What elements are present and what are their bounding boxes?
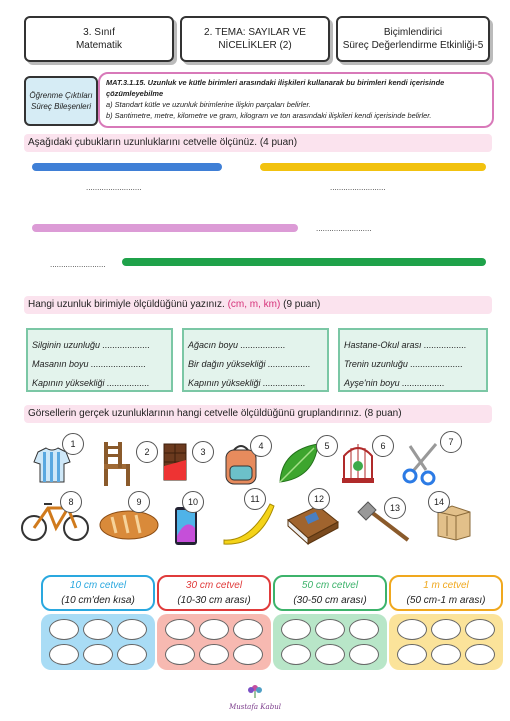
answer-slot[interactable] — [83, 619, 113, 640]
bread-icon — [98, 505, 160, 541]
item-number: 6 — [372, 435, 394, 457]
type-line1: Biçimlendirici — [383, 27, 443, 38]
category-name: 50 cm cetvel — [301, 580, 359, 591]
answer-slot[interactable] — [233, 644, 263, 665]
type-line2: Süreç Değerlendirme Etkinliği-5 — [342, 40, 484, 51]
blank-green-bar[interactable]: ......................... — [50, 260, 106, 269]
q2-units: (cm, m, km) — [227, 299, 281, 310]
grade-text: 3. Sınıf — [83, 27, 115, 38]
item-number: 8 — [60, 491, 82, 513]
answer-slot[interactable] — [49, 644, 79, 665]
item-number: 4 — [250, 435, 272, 457]
item-number: 3 — [192, 441, 214, 463]
q3-points: (8 puan) — [364, 408, 402, 419]
theme-line1: 2. TEMA: SAYILAR VE — [204, 27, 306, 38]
q1-points: (4 puan) — [259, 137, 298, 148]
answer-slot[interactable] — [199, 644, 229, 665]
subject-text: Matematik — [75, 40, 123, 51]
outcome-description: Uzunluk ve kütle birimleri arasındaki ilişkileri kullanarak bu birimleri kendi içerisinde çözümleyebilme — [106, 78, 445, 98]
answer-slot[interactable] — [315, 619, 345, 640]
answer-slot[interactable] — [49, 619, 79, 640]
outcomes-label-line1: Öğrenme Çıktıları — [29, 91, 93, 100]
theme-line2: NİCELİKLER (2) — [218, 40, 292, 51]
question-3-title — [24, 405, 492, 423]
item-number: 14 — [428, 491, 450, 513]
header-type-box — [336, 16, 490, 62]
item-number: 2 — [136, 441, 158, 463]
scissors-icon — [400, 440, 440, 486]
category-range: (10 cm'den kısa) — [61, 595, 135, 606]
outcome-code: MAT.3.1.15. — [106, 78, 146, 87]
category-name: 10 cm cetvel — [69, 580, 127, 591]
item-number: 12 — [308, 488, 330, 510]
unit-line[interactable]: Masanın boyu ...................... — [32, 359, 147, 369]
answer-grid-1m — [389, 614, 503, 670]
outcomes-label — [24, 76, 98, 126]
category-30cm — [157, 575, 271, 611]
answer-slot[interactable] — [349, 644, 379, 665]
pink-bar — [32, 224, 298, 232]
item-number: 5 — [316, 435, 338, 457]
unit-line[interactable]: Trenin uzunluğu ..................... — [344, 359, 463, 369]
blue-bar — [32, 163, 222, 171]
q2-points: (9 puan) — [283, 299, 321, 310]
category-10cm — [41, 575, 155, 611]
outcome-main — [106, 77, 486, 99]
answer-slot[interactable] — [117, 619, 147, 640]
question-1-title — [24, 134, 492, 152]
answer-grid-10cm — [41, 614, 155, 670]
question-2-title — [24, 296, 492, 314]
answer-slot[interactable] — [431, 619, 461, 640]
answer-grid-30cm — [157, 614, 271, 670]
unit-line[interactable]: Silginin uzunluğu ................... — [32, 340, 151, 350]
answer-slot[interactable] — [281, 619, 311, 640]
blank-blue-bar[interactable]: ......................... — [86, 183, 142, 192]
birdcage-icon — [340, 438, 376, 486]
answer-slot[interactable] — [165, 644, 195, 665]
answer-slot[interactable] — [349, 619, 379, 640]
q3-title-text: Görsellerin gerçek uzunluklarının hangi cetvelle ölçüldüğünü gruplandırınız. — [28, 408, 362, 419]
unit-box-2 — [182, 328, 329, 392]
answer-slot[interactable] — [397, 619, 427, 640]
answer-slot[interactable] — [281, 644, 311, 665]
category-name: 30 cm cetvel — [185, 580, 243, 591]
answer-slot[interactable] — [199, 619, 229, 640]
item-number: 13 — [384, 497, 406, 519]
unit-line[interactable]: Kapının yüksekliği ................. — [188, 378, 306, 388]
answer-slot[interactable] — [315, 644, 345, 665]
chair-icon — [96, 440, 136, 488]
outcomes-text-box — [98, 72, 494, 128]
category-name: 1 m cetvel — [423, 580, 469, 591]
answer-slot[interactable] — [83, 644, 113, 665]
answer-slot[interactable] — [233, 619, 263, 640]
item-number: 11 — [244, 488, 266, 510]
unit-line[interactable]: Ayşe'nin boyu ................. — [344, 378, 445, 388]
outcome-item-b: b) Santimetre, metre, kilometre ve gram, kilogram ve ton arasındaki ilişkileri kendi içerisinde belirler. — [106, 111, 432, 120]
unit-line[interactable]: Ağacın boyu .................. — [188, 340, 286, 350]
item-number: 9 — [128, 491, 150, 513]
unit-box-3 — [338, 328, 488, 392]
answer-slot[interactable] — [165, 619, 195, 640]
yellow-bar — [260, 163, 486, 171]
unit-line[interactable]: Kapının yüksekliği ................. — [32, 378, 150, 388]
blank-pink-bar[interactable]: ......................... — [316, 224, 372, 233]
outcome-item-a: a) Standart kütle ve uzunluk birimlerine ilişkin parçaları belirler. — [106, 100, 311, 109]
outcomes-label-line2: Süreç Bileşenleri — [30, 102, 92, 111]
unit-line[interactable]: Hastane-Okul arası ................. — [344, 340, 467, 350]
unit-box-1 — [26, 328, 173, 392]
category-range: (30-50 cm arası) — [293, 595, 367, 606]
q2-title-text: Hangi uzunluk birimiyle ölçüldüğünü yazınız. — [28, 299, 225, 310]
author-logo — [228, 682, 282, 712]
flower-icon — [245, 682, 265, 698]
item-number: 1 — [62, 433, 84, 455]
item-number: 7 — [440, 431, 462, 453]
answer-slot[interactable] — [465, 644, 495, 665]
header-theme-box — [180, 16, 330, 62]
author-name: Mustafa Kabul — [229, 703, 281, 711]
green-bar — [122, 258, 486, 266]
answer-slot[interactable] — [117, 644, 147, 665]
header-grade-box — [24, 16, 174, 62]
item-number: 10 — [182, 491, 204, 513]
category-range: (10-30 cm arası) — [177, 595, 251, 606]
answer-slot[interactable] — [465, 619, 495, 640]
blank-yellow-bar[interactable]: ......................... — [330, 183, 386, 192]
answer-slot[interactable] — [397, 644, 427, 665]
category-1m — [389, 575, 503, 611]
answer-slot[interactable] — [431, 644, 461, 665]
q1-title-text: Aşağıdaki çubukların uzunluklarını cetvelle ölçünüz. — [28, 137, 258, 148]
category-range: (50 cm-1 m arası) — [406, 595, 486, 606]
answer-grid-50cm — [273, 614, 387, 670]
unit-line[interactable]: Bir dağın yüksekliği ................. — [188, 359, 311, 369]
category-50cm — [273, 575, 387, 611]
